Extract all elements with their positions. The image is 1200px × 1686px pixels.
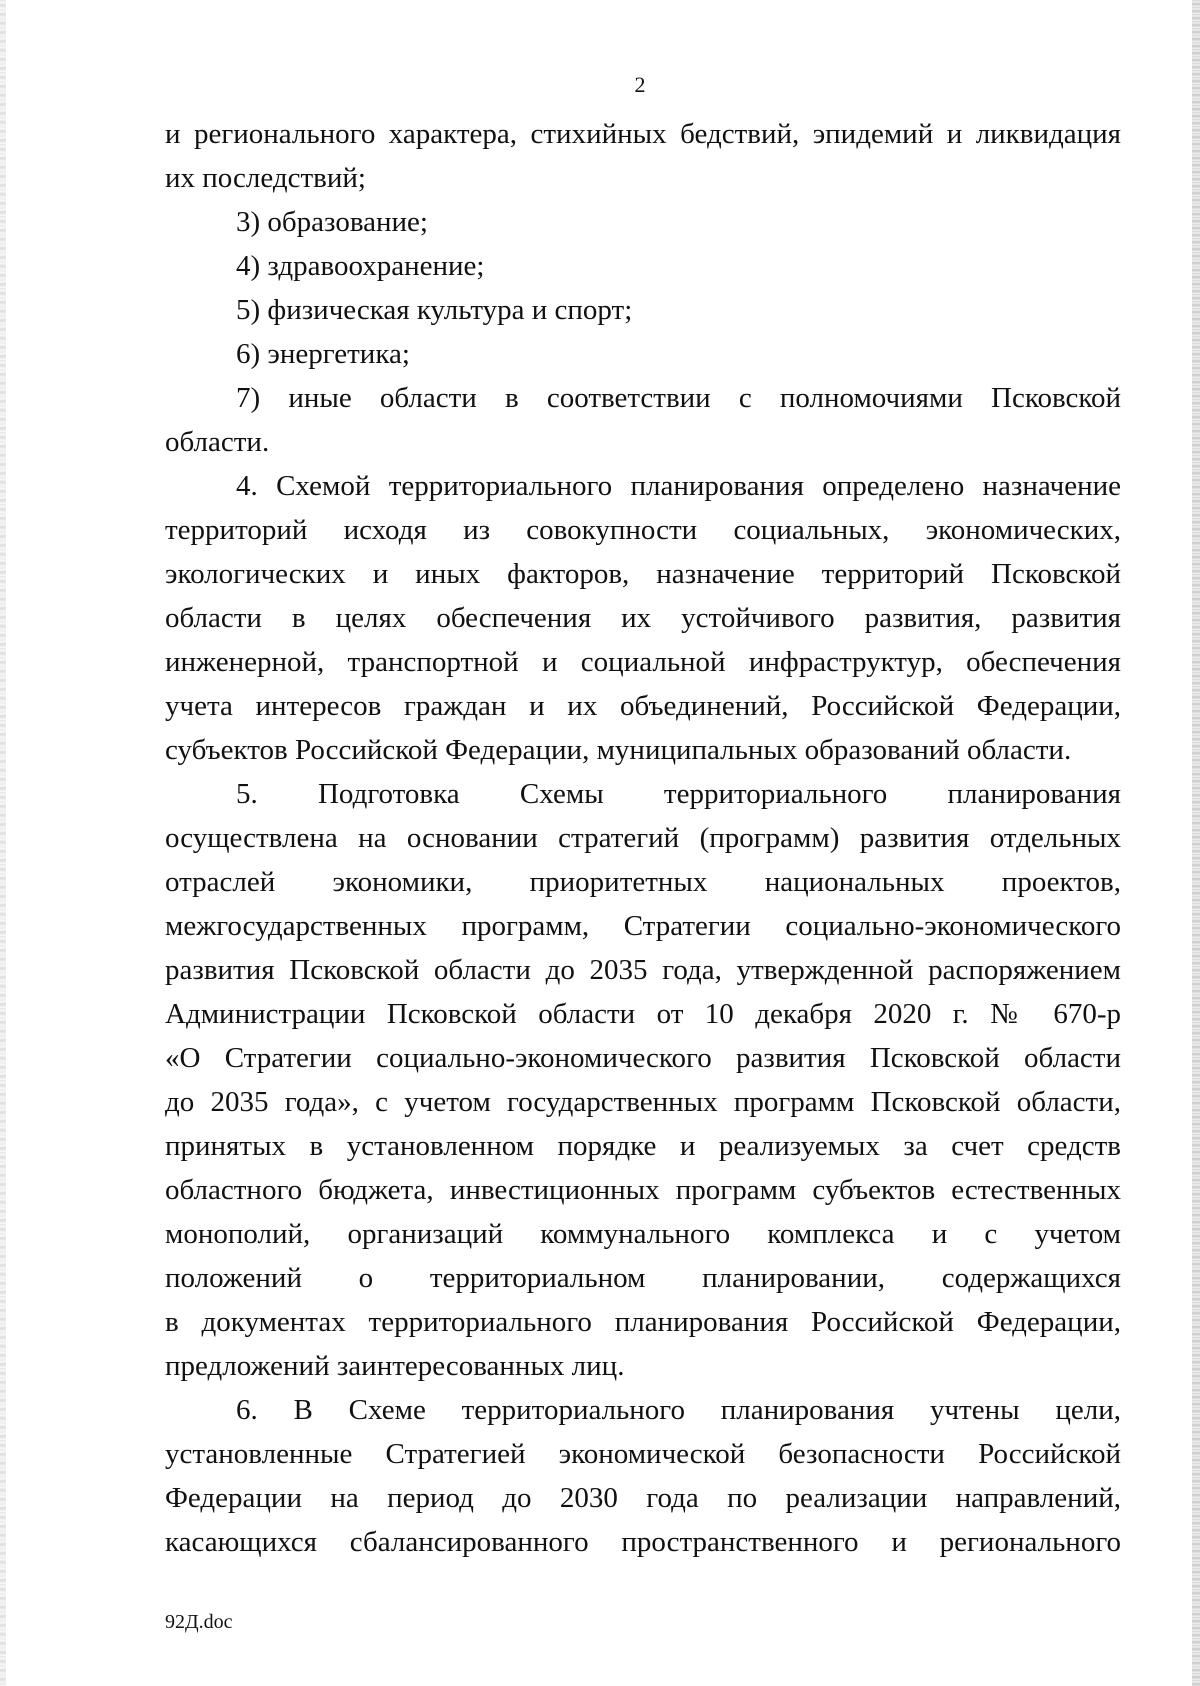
text-line: положений о территориальном планировании, содержащихся bbox=[165, 1262, 1121, 1294]
text-line: области. bbox=[165, 426, 270, 458]
paragraph-start: 4. Схемой территориального планирования определено назначение bbox=[236, 470, 1121, 502]
text-line: областного бюджета, инвестиционных программ субъектов естественных bbox=[165, 1174, 1121, 1206]
text-line: территорий исходя из совокупности социальных, экономических, bbox=[165, 514, 1121, 546]
scan-edge-right bbox=[1192, 0, 1200, 1686]
text-line: в документах территориального планирования Российской Федерации, bbox=[165, 1306, 1121, 1338]
text-line: касающихся сбалансированного пространственного и регионального bbox=[165, 1526, 1121, 1558]
text-line: «О Стратегии социально-экономического развития Псковской области bbox=[165, 1042, 1121, 1074]
text-line: отраслей экономики, приоритетных национальных проектов, bbox=[165, 866, 1121, 898]
text-line: и регионального характера, стихийных бедствий, эпидемий и ликвидация bbox=[165, 118, 1121, 150]
text-line: монополий, организаций коммунального комплекса и с учетом bbox=[165, 1218, 1121, 1250]
text-line: развития Псковской области до 2035 года, утвержденной распоряжением bbox=[165, 954, 1121, 986]
scan-edge-left bbox=[0, 0, 6, 1686]
page-number: 2 bbox=[634, 72, 646, 97]
document-body bbox=[165, 112, 1121, 1564]
list-item: 3) образование; bbox=[236, 206, 428, 238]
text-line: субъектов Российской Федерации, муниципальных образований области. bbox=[165, 734, 1072, 766]
text-line: экологических и иных факторов, назначение территорий Псковской bbox=[165, 558, 1121, 590]
text-line: их последствий; bbox=[165, 162, 366, 194]
text-line: предложений заинтересованных лиц. bbox=[165, 1350, 625, 1382]
paragraph-start: 5. Подготовка Схемы территориального планирования bbox=[236, 778, 1121, 810]
text-line: межгосударственных программ, Стратегии социально-экономического bbox=[165, 910, 1121, 942]
text-line: принятых в установленном порядке и реализуемых за счет средств bbox=[165, 1130, 1121, 1162]
list-item: 4) здравоохранение; bbox=[236, 250, 485, 282]
text-line: до 2035 года», с учетом государственных программ Псковской области, bbox=[165, 1086, 1121, 1118]
text-line: учета интересов граждан и их объединений, Российской Федерации, bbox=[165, 690, 1121, 722]
paragraph-start: 6. В Схеме территориального планирования учтены цели, bbox=[236, 1394, 1121, 1426]
list-item: 5) физическая культура и спорт; bbox=[236, 294, 633, 326]
text-line: установленные Стратегией экономической безопасности Российской bbox=[165, 1438, 1121, 1470]
text-line: инженерной, транспортной и социальной инфраструктур, обеспечения bbox=[165, 646, 1121, 678]
text-line: области в целях обеспечения их устойчивого развития, развития bbox=[165, 602, 1121, 634]
text-line: осуществлена на основании стратегий (программ) развития отдельных bbox=[165, 822, 1121, 854]
text-line: Администрации Псковской области от 10 декабря 2020 г. № 670-р bbox=[165, 998, 1121, 1030]
footer-filename: 92Д.doc bbox=[165, 1611, 233, 1633]
list-item: 6) энергетика; bbox=[236, 338, 410, 370]
text-line: Федерации на период до 2030 года по реализации направлений, bbox=[165, 1482, 1121, 1514]
list-item: 7) иные области в соответствии с полномочиями Псковской bbox=[236, 382, 1121, 414]
